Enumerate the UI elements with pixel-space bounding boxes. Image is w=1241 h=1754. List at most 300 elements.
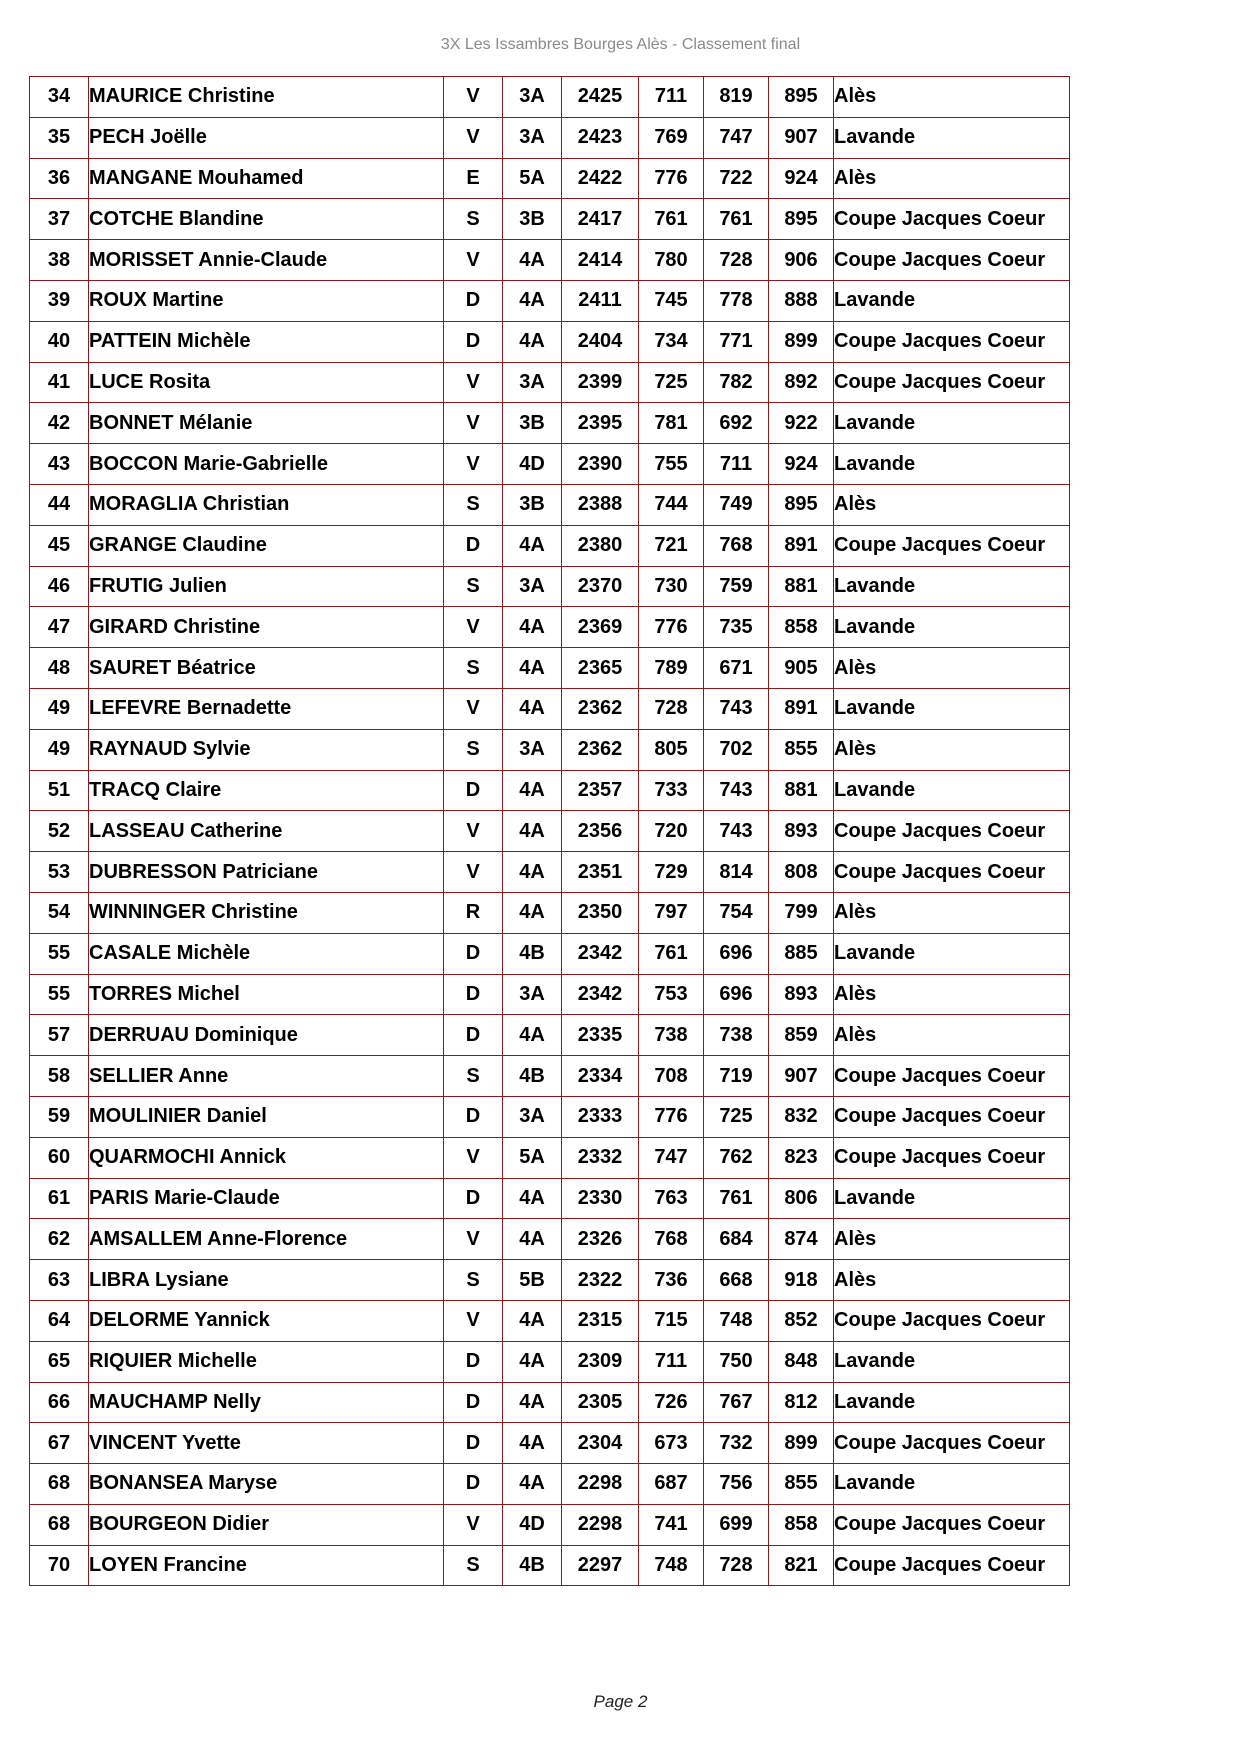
score-1-cell: 769 — [639, 117, 704, 158]
score-1-cell: 745 — [639, 280, 704, 321]
club-cell: Lavande — [834, 566, 1070, 607]
club-cell: Coupe Jacques Coeur — [834, 362, 1070, 403]
category-cell: V — [444, 1219, 503, 1260]
score-2-cell: 749 — [704, 484, 769, 525]
last-name: DELORME — [89, 1309, 189, 1332]
rank-cell: 59 — [30, 1096, 89, 1137]
score-1-cell: 776 — [639, 158, 704, 199]
score-1-cell: 805 — [639, 729, 704, 770]
name-cell — [89, 362, 444, 403]
table-row — [30, 770, 1070, 811]
category-cell: V — [444, 240, 503, 281]
score-3-cell: 855 — [769, 1464, 834, 1505]
club-cell: Coupe Jacques Coeur — [834, 1300, 1070, 1341]
last-name: QUARMOCHI — [89, 1146, 215, 1169]
series-cell: 3A — [503, 729, 562, 770]
ranking-table — [29, 76, 1070, 1586]
first-name: Marie-Gabrielle — [183, 452, 328, 475]
club-cell: Lavande — [834, 770, 1070, 811]
last-name: BOCCON — [89, 452, 178, 475]
score-3-cell: 821 — [769, 1545, 834, 1586]
score-1-cell: 747 — [639, 1137, 704, 1178]
first-name: Christine — [211, 901, 298, 924]
name-cell — [89, 158, 444, 199]
last-name: PATTEIN — [89, 330, 172, 353]
score-3-cell: 858 — [769, 1504, 834, 1545]
series-cell: 4A — [503, 1464, 562, 1505]
score-1-cell: 763 — [639, 1178, 704, 1219]
category-cell: D — [444, 1096, 503, 1137]
table-row — [30, 1096, 1070, 1137]
score-2-cell: 761 — [704, 199, 769, 240]
last-name: COTCHE — [89, 207, 174, 230]
rank-cell: 54 — [30, 892, 89, 933]
table-row — [30, 280, 1070, 321]
category-cell: D — [444, 1423, 503, 1464]
series-cell: 4A — [503, 1219, 562, 1260]
name-cell — [89, 607, 444, 648]
series-cell: 4A — [503, 321, 562, 362]
score-3-cell: 924 — [769, 444, 834, 485]
total-score-cell: 2417 — [562, 199, 639, 240]
score-2-cell: 743 — [704, 688, 769, 729]
series-cell: 4A — [503, 1382, 562, 1423]
series-cell: 3B — [503, 484, 562, 525]
score-3-cell: 895 — [769, 199, 834, 240]
rank-cell: 70 — [30, 1545, 89, 1586]
table-row — [30, 648, 1070, 689]
rank-cell: 41 — [30, 362, 89, 403]
series-cell: 3A — [503, 117, 562, 158]
last-name: LOYEN — [89, 1554, 158, 1577]
table-row — [30, 566, 1070, 607]
rank-cell: 42 — [30, 403, 89, 444]
first-name: Michèle — [177, 330, 251, 353]
total-score-cell: 2334 — [562, 1056, 639, 1097]
last-name: LASSEAU — [89, 819, 185, 842]
score-3-cell: 893 — [769, 974, 834, 1015]
score-3-cell: 918 — [769, 1260, 834, 1301]
score-3-cell: 888 — [769, 280, 834, 321]
series-cell: 4A — [503, 811, 562, 852]
rank-cell: 35 — [30, 117, 89, 158]
score-1-cell: 761 — [639, 199, 704, 240]
total-score-cell: 2304 — [562, 1423, 639, 1464]
last-name: AMSALLEM — [89, 1227, 203, 1250]
first-name: Didier — [212, 1513, 270, 1536]
name-cell — [89, 484, 444, 525]
club-cell: Coupe Jacques Coeur — [834, 1137, 1070, 1178]
name-cell — [89, 1056, 444, 1097]
total-score-cell: 2370 — [562, 566, 639, 607]
club-cell: Lavande — [834, 1178, 1070, 1219]
total-score-cell: 2342 — [562, 974, 639, 1015]
score-3-cell: 881 — [769, 770, 834, 811]
score-1-cell: 797 — [639, 892, 704, 933]
club-cell: Lavande — [834, 403, 1070, 444]
table-row — [30, 1137, 1070, 1178]
category-cell: V — [444, 403, 503, 444]
score-1-cell: 748 — [639, 1545, 704, 1586]
total-score-cell: 2362 — [562, 688, 639, 729]
rank-cell: 64 — [30, 1300, 89, 1341]
table-row — [30, 974, 1070, 1015]
name-cell — [89, 1341, 444, 1382]
total-score-cell: 2395 — [562, 403, 639, 444]
rank-cell: 39 — [30, 280, 89, 321]
club-cell: Alès — [834, 729, 1070, 770]
name-cell — [89, 1137, 444, 1178]
rank-cell: 45 — [30, 525, 89, 566]
score-2-cell: 671 — [704, 648, 769, 689]
category-cell: V — [444, 852, 503, 893]
series-cell: 4B — [503, 1545, 562, 1586]
total-score-cell: 2423 — [562, 117, 639, 158]
first-name: Anne — [178, 1064, 229, 1087]
score-1-cell: 687 — [639, 1464, 704, 1505]
score-2-cell: 699 — [704, 1504, 769, 1545]
rank-cell: 55 — [30, 933, 89, 974]
name-cell — [89, 321, 444, 362]
table-row — [30, 811, 1070, 852]
name-cell — [89, 811, 444, 852]
name-cell — [89, 770, 444, 811]
table-row — [30, 852, 1070, 893]
score-1-cell: 736 — [639, 1260, 704, 1301]
score-3-cell: 906 — [769, 240, 834, 281]
score-2-cell: 761 — [704, 1178, 769, 1219]
total-score-cell: 2411 — [562, 280, 639, 321]
first-name: Claire — [165, 778, 222, 801]
last-name: MORAGLIA — [89, 493, 198, 516]
score-2-cell: 696 — [704, 933, 769, 974]
club-cell: Lavande — [834, 1382, 1070, 1423]
table-row — [30, 77, 1070, 118]
series-cell: 3A — [503, 77, 562, 118]
name-cell — [89, 117, 444, 158]
rank-cell: 51 — [30, 770, 89, 811]
series-cell: 4A — [503, 240, 562, 281]
category-cell: S — [444, 1545, 503, 1586]
score-3-cell: 891 — [769, 688, 834, 729]
category-cell: V — [444, 444, 503, 485]
table-row — [30, 607, 1070, 648]
name-cell — [89, 648, 444, 689]
series-cell: 4A — [503, 1015, 562, 1056]
name-cell — [89, 892, 444, 933]
score-2-cell: 696 — [704, 974, 769, 1015]
first-name: Catherine — [190, 819, 283, 842]
first-name: Michelle — [177, 1350, 257, 1373]
score-2-cell: 684 — [704, 1219, 769, 1260]
first-name: Yannick — [194, 1309, 270, 1332]
score-3-cell: 895 — [769, 77, 834, 118]
score-3-cell: 806 — [769, 1178, 834, 1219]
total-score-cell: 2333 — [562, 1096, 639, 1137]
name-cell — [89, 240, 444, 281]
club-cell: Lavande — [834, 280, 1070, 321]
score-1-cell: 728 — [639, 688, 704, 729]
total-score-cell: 2330 — [562, 1178, 639, 1219]
series-cell: 3A — [503, 1096, 562, 1137]
score-1-cell: 789 — [639, 648, 704, 689]
first-name: Maryse — [208, 1472, 278, 1495]
rank-cell: 55 — [30, 974, 89, 1015]
name-cell — [89, 199, 444, 240]
last-name: ROUX — [89, 289, 147, 312]
score-1-cell: 720 — [639, 811, 704, 852]
name-cell — [89, 444, 444, 485]
last-name: SELLIER — [89, 1064, 174, 1087]
club-cell: Coupe Jacques Coeur — [834, 321, 1070, 362]
series-cell: 4B — [503, 1056, 562, 1097]
last-name: MAUCHAMP — [89, 1390, 208, 1413]
score-1-cell: 725 — [639, 362, 704, 403]
total-score-cell: 2350 — [562, 892, 639, 933]
club-cell: Alès — [834, 1015, 1070, 1056]
category-cell: S — [444, 1260, 503, 1301]
score-3-cell: 895 — [769, 484, 834, 525]
category-cell: D — [444, 280, 503, 321]
table-row — [30, 1219, 1070, 1260]
table-row — [30, 1015, 1070, 1056]
name-cell — [89, 77, 444, 118]
last-name: MOULINIER — [89, 1105, 202, 1128]
category-cell: S — [444, 729, 503, 770]
name-cell — [89, 566, 444, 607]
last-name: PARIS — [89, 1186, 149, 1209]
last-name: TORRES — [89, 982, 172, 1005]
score-1-cell: 730 — [639, 566, 704, 607]
total-score-cell: 2388 — [562, 484, 639, 525]
total-score-cell: 2326 — [562, 1219, 639, 1260]
score-1-cell: 708 — [639, 1056, 704, 1097]
category-cell: S — [444, 566, 503, 607]
first-name: Patriciane — [222, 860, 318, 883]
ranking-table-body — [30, 77, 1070, 1586]
table-row — [30, 117, 1070, 158]
first-name: Martine — [152, 289, 224, 312]
score-3-cell: 924 — [769, 158, 834, 199]
score-3-cell: 881 — [769, 566, 834, 607]
category-cell: S — [444, 199, 503, 240]
total-score-cell: 2414 — [562, 240, 639, 281]
category-cell: V — [444, 77, 503, 118]
table-row — [30, 1300, 1070, 1341]
score-2-cell: 756 — [704, 1464, 769, 1505]
table-row — [30, 240, 1070, 281]
score-1-cell: 755 — [639, 444, 704, 485]
rank-cell: 68 — [30, 1504, 89, 1545]
last-name: GIRARD — [89, 615, 168, 638]
last-name: TRACQ — [89, 778, 161, 801]
series-cell: 4A — [503, 1178, 562, 1219]
score-2-cell: 728 — [704, 240, 769, 281]
rank-cell: 44 — [30, 484, 89, 525]
score-3-cell: 885 — [769, 933, 834, 974]
name-cell — [89, 1464, 444, 1505]
name-cell — [89, 1219, 444, 1260]
series-cell: 3B — [503, 199, 562, 240]
category-cell: V — [444, 688, 503, 729]
club-cell: Alès — [834, 974, 1070, 1015]
last-name: MORISSET — [89, 248, 194, 271]
club-cell: Coupe Jacques Coeur — [834, 1423, 1070, 1464]
last-name: LEFEVRE — [89, 697, 182, 720]
total-score-cell: 2342 — [562, 933, 639, 974]
first-name: Dominique — [194, 1023, 298, 1046]
table-row — [30, 892, 1070, 933]
table-row — [30, 484, 1070, 525]
club-cell: Lavande — [834, 607, 1070, 648]
score-2-cell: 819 — [704, 77, 769, 118]
score-3-cell: 892 — [769, 362, 834, 403]
first-name: Mouhamed — [197, 166, 304, 189]
score-1-cell: 768 — [639, 1219, 704, 1260]
score-2-cell: 814 — [704, 852, 769, 893]
total-score-cell: 2380 — [562, 525, 639, 566]
rank-cell: 36 — [30, 158, 89, 199]
table-row — [30, 1260, 1070, 1301]
name-cell — [89, 525, 444, 566]
name-cell — [89, 1178, 444, 1219]
table-row — [30, 1464, 1070, 1505]
score-1-cell: 780 — [639, 240, 704, 281]
first-name: Christian — [202, 493, 290, 516]
total-score-cell: 2404 — [562, 321, 639, 362]
score-2-cell: 728 — [704, 1545, 769, 1586]
last-name: VINCENT — [89, 1431, 177, 1454]
last-name: FRUTIG — [89, 574, 164, 597]
score-3-cell: 808 — [769, 852, 834, 893]
score-3-cell: 905 — [769, 648, 834, 689]
score-2-cell: 692 — [704, 403, 769, 444]
rank-cell: 49 — [30, 688, 89, 729]
category-cell: D — [444, 974, 503, 1015]
rank-cell: 68 — [30, 1464, 89, 1505]
first-name: Michèle — [176, 942, 251, 965]
first-name: Joëlle — [150, 126, 207, 149]
total-score-cell: 2351 — [562, 852, 639, 893]
total-score-cell: 2332 — [562, 1137, 639, 1178]
score-1-cell: 776 — [639, 607, 704, 648]
score-3-cell: 858 — [769, 607, 834, 648]
total-score-cell: 2357 — [562, 770, 639, 811]
total-score-cell: 2365 — [562, 648, 639, 689]
table-row — [30, 688, 1070, 729]
name-cell — [89, 974, 444, 1015]
total-score-cell: 2335 — [562, 1015, 639, 1056]
club-cell: Coupe Jacques Coeur — [834, 1545, 1070, 1586]
series-cell: 4A — [503, 525, 562, 566]
category-cell: D — [444, 1382, 503, 1423]
category-cell: S — [444, 648, 503, 689]
first-name: Annick — [219, 1146, 287, 1169]
club-cell: Alès — [834, 1219, 1070, 1260]
table-row — [30, 444, 1070, 485]
score-2-cell: 719 — [704, 1056, 769, 1097]
first-name: Bernadette — [186, 697, 292, 720]
score-1-cell: 711 — [639, 77, 704, 118]
category-cell: V — [444, 117, 503, 158]
total-score-cell: 2422 — [562, 158, 639, 199]
score-1-cell: 753 — [639, 974, 704, 1015]
rank-cell: 67 — [30, 1423, 89, 1464]
score-3-cell: 859 — [769, 1015, 834, 1056]
table-row — [30, 933, 1070, 974]
last-name: RAYNAUD — [89, 738, 188, 761]
category-cell: S — [444, 484, 503, 525]
rank-cell: 65 — [30, 1341, 89, 1382]
last-name: MANGANE — [89, 166, 193, 189]
score-3-cell: 832 — [769, 1096, 834, 1137]
total-score-cell: 2298 — [562, 1504, 639, 1545]
series-cell: 4A — [503, 1341, 562, 1382]
category-cell: D — [444, 1178, 503, 1219]
total-score-cell: 2297 — [562, 1545, 639, 1586]
rank-cell: 37 — [30, 199, 89, 240]
series-cell: 4A — [503, 852, 562, 893]
category-cell: V — [444, 1137, 503, 1178]
club-cell: Alès — [834, 1260, 1070, 1301]
score-3-cell: 823 — [769, 1137, 834, 1178]
rank-cell: 38 — [30, 240, 89, 281]
category-cell: D — [444, 933, 503, 974]
score-3-cell: 907 — [769, 1056, 834, 1097]
rank-cell: 52 — [30, 811, 89, 852]
series-cell: 4A — [503, 892, 562, 933]
total-score-cell: 2356 — [562, 811, 639, 852]
total-score-cell: 2362 — [562, 729, 639, 770]
rank-cell: 53 — [30, 852, 89, 893]
score-2-cell: 668 — [704, 1260, 769, 1301]
rank-cell: 40 — [30, 321, 89, 362]
name-cell — [89, 280, 444, 321]
score-1-cell: 711 — [639, 1341, 704, 1382]
name-cell — [89, 688, 444, 729]
total-score-cell: 2305 — [562, 1382, 639, 1423]
last-name: SAURET — [89, 656, 172, 679]
score-1-cell: 734 — [639, 321, 704, 362]
rank-cell: 43 — [30, 444, 89, 485]
score-1-cell: 761 — [639, 933, 704, 974]
score-3-cell: 848 — [769, 1341, 834, 1382]
score-3-cell: 799 — [769, 892, 834, 933]
table-row — [30, 1423, 1070, 1464]
category-cell: E — [444, 158, 503, 199]
first-name: Claudine — [182, 534, 267, 557]
score-3-cell: 891 — [769, 525, 834, 566]
score-1-cell: 741 — [639, 1504, 704, 1545]
rank-cell: 34 — [30, 77, 89, 118]
first-name: Michel — [177, 982, 240, 1005]
total-score-cell: 2322 — [562, 1260, 639, 1301]
score-2-cell: 768 — [704, 525, 769, 566]
last-name: RIQUIER — [89, 1350, 173, 1373]
score-2-cell: 782 — [704, 362, 769, 403]
last-name: LIBRA — [89, 1268, 150, 1291]
table-row — [30, 158, 1070, 199]
last-name: BOURGEON — [89, 1513, 207, 1536]
score-1-cell: 781 — [639, 403, 704, 444]
club-cell: Lavande — [834, 1464, 1070, 1505]
series-cell: 3A — [503, 362, 562, 403]
score-3-cell: 899 — [769, 321, 834, 362]
score-2-cell: 747 — [704, 117, 769, 158]
table-row — [30, 199, 1070, 240]
score-2-cell: 750 — [704, 1341, 769, 1382]
first-name: Nelly — [213, 1390, 261, 1413]
